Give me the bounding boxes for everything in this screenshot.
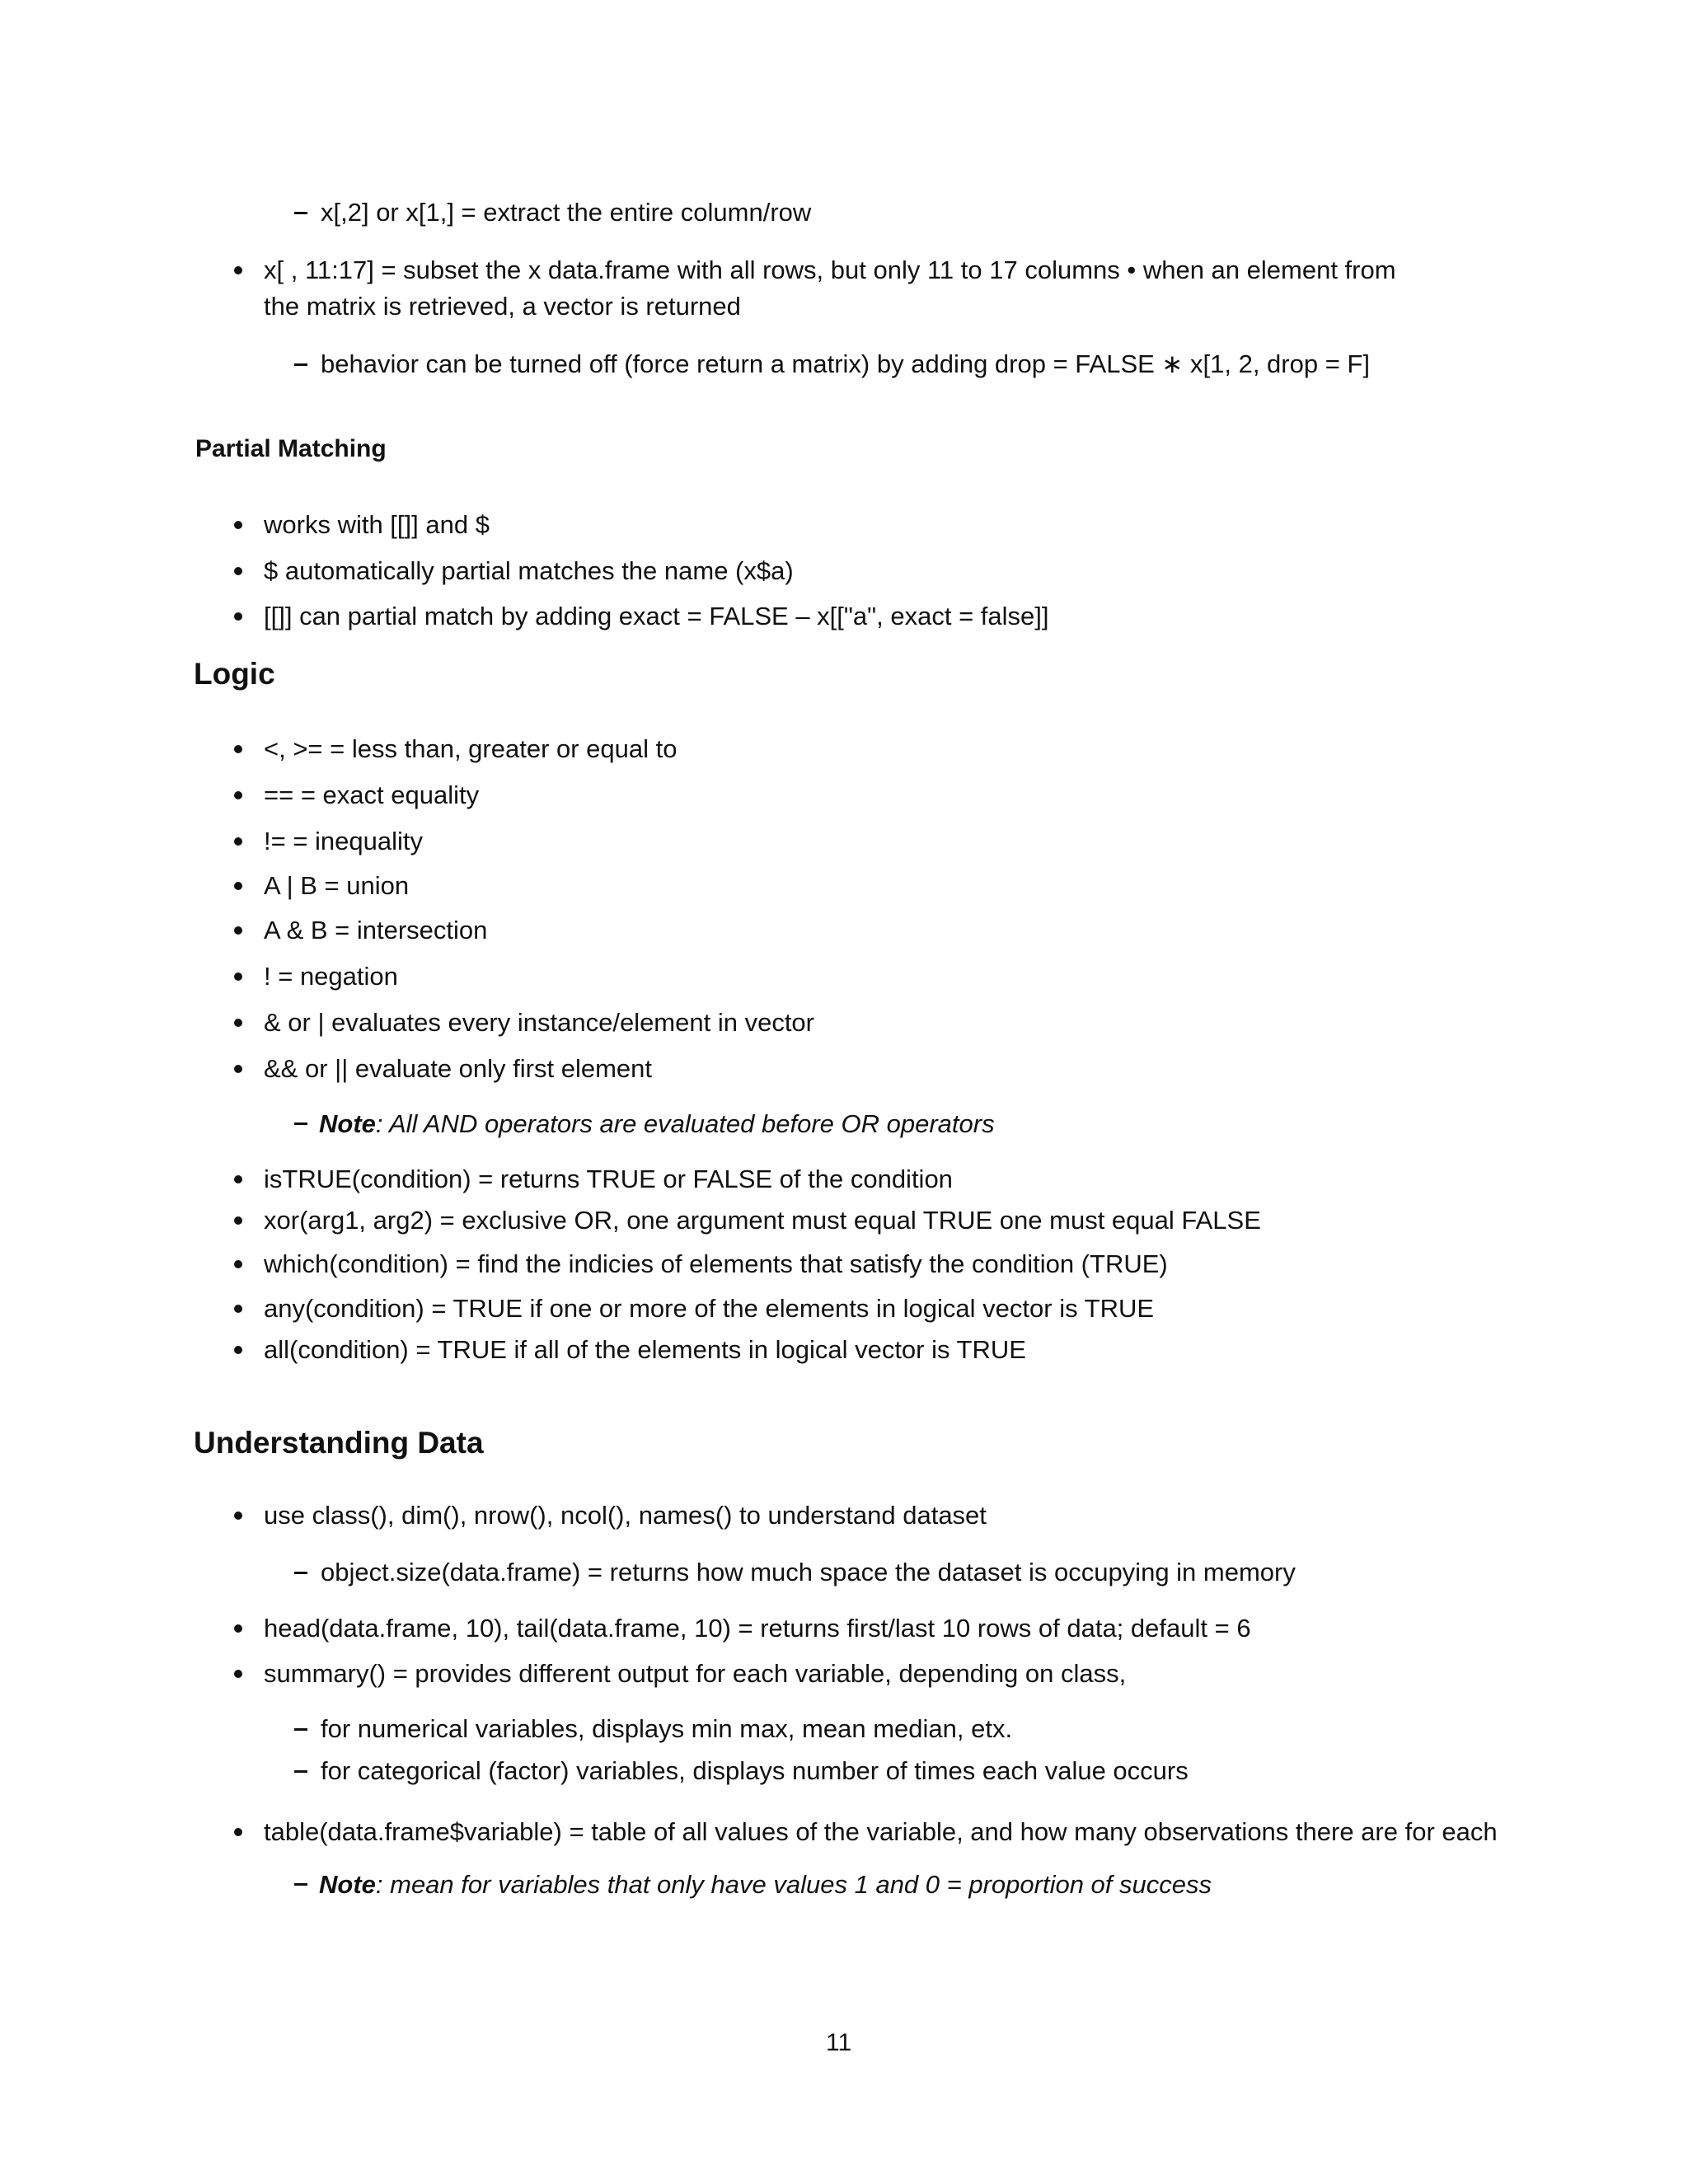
bullet-marker	[234, 1019, 242, 1027]
dash-marker	[294, 212, 307, 214]
dash-marker	[294, 1572, 307, 1574]
list-item: != = inequality	[264, 827, 424, 855]
bullet-marker	[234, 1065, 242, 1073]
list-item: table(data.frame$variable) = table of all values of the variable, and how many observations there are for each	[264, 1817, 1498, 1846]
list-item-subset-line2: the matrix is retrieved, a vector is returned	[264, 292, 741, 321]
sub-item-drop: behavior can be turned off (force return a matrix) by adding drop = FALSE ∗ x[1, 2, drop = F]	[321, 349, 1370, 378]
bullet-marker	[234, 1216, 242, 1225]
bullet-marker	[234, 521, 242, 529]
list-item: isTRUE(condition) = returns TRUE or FALSE of the condition	[264, 1165, 953, 1193]
bullet-marker	[234, 612, 242, 621]
list-item: head(data.frame, 10), tail(data.frame, 10) = returns first/last 10 rows of data; default = 6	[264, 1614, 1251, 1643]
bullet-marker	[234, 1305, 242, 1313]
note-label: Note	[319, 1109, 376, 1138]
list-item: <, >= = less than, greater or equal to	[264, 734, 678, 763]
page-number: 11	[826, 2029, 852, 2056]
bullet-marker	[234, 1670, 242, 1678]
sub-item-extract: x[,2] or x[1,] = extract the entire column/row	[321, 198, 812, 227]
list-item: use class(), dim(), nrow(), ncol(), names() to understand dataset	[264, 1501, 987, 1530]
dash-marker	[294, 1728, 307, 1731]
list-item: all(condition) = TRUE if all of the elements in logical vector is TRUE	[264, 1335, 1026, 1364]
bullet-marker	[234, 1828, 242, 1836]
bullet-marker	[234, 972, 242, 981]
list-item: A | B = union	[264, 871, 410, 900]
note-text: : mean for variables that only have values 1 and 0 = proportion of success	[375, 1870, 1212, 1899]
bullet-marker	[234, 1511, 242, 1520]
dash-marker	[294, 1122, 307, 1125]
list-item: any(condition) = TRUE if one or more of the elements in logical vector is TRUE	[264, 1294, 1155, 1323]
bullet-marker	[234, 791, 242, 799]
bullet-marker	[234, 1175, 242, 1183]
bullet-marker	[234, 266, 242, 274]
dash-marker	[294, 363, 307, 366]
dash-marker	[294, 1770, 307, 1773]
note-text: : All AND operators are evaluated before OR operators	[375, 1109, 995, 1138]
logic-note	[294, 1106, 995, 1142]
list-item: [[]] can partial match by adding exact = FALSE – x[["a", exact = false]]	[264, 602, 1049, 630]
sub-item: object.size(data.frame) = returns how much space the dataset is occupying in memory	[321, 1558, 1296, 1586]
section-title-partial-matching: Partial Matching	[195, 435, 387, 462]
list-item: == = exact equality	[264, 780, 480, 809]
list-item: ! = negation	[264, 962, 398, 991]
list-item: summary() = provides different output for each variable, depending on class,	[264, 1659, 1127, 1688]
section-title-logic: Logic	[194, 657, 275, 691]
dash-marker	[294, 1883, 307, 1886]
bullet-marker	[234, 1346, 242, 1354]
list-item: xor(arg1, arg2) = exclusive OR, one argument must equal TRUE one must equal FALSE	[264, 1206, 1261, 1235]
bullet-marker	[234, 1624, 242, 1633]
list-item: which(condition) = find the indicies of elements that satisfy the condition (TRUE)	[264, 1249, 1168, 1278]
bullet-marker	[234, 882, 242, 890]
section-title-understanding-data: Understanding Data	[194, 1426, 484, 1460]
list-item: A & B = intersection	[264, 916, 488, 944]
list-item: $ automatically partial matches the name (x$a)	[264, 556, 794, 585]
bullet-marker	[234, 567, 242, 575]
list-item-subset-line1: x[ , 11:17] = subset the x data.frame with all rows, but only 11 to 17 columns • when an element from	[264, 255, 1396, 284]
list-item: works with [[]] and $	[264, 510, 490, 539]
sub-item: for categorical (factor) variables, displays number of times each value occurs	[321, 1756, 1189, 1785]
bullet-marker	[234, 1260, 242, 1268]
data-note	[294, 1867, 1212, 1903]
bullet-marker	[234, 926, 242, 935]
note-label: Note	[319, 1870, 376, 1899]
bullet-marker	[234, 837, 242, 846]
sub-item: for numerical variables, displays min max, mean median, etx.	[321, 1714, 1013, 1743]
bullet-marker	[234, 745, 242, 753]
list-item: & or | evaluates every instance/element in vector	[264, 1008, 814, 1037]
list-item: && or || evaluate only first element	[264, 1054, 652, 1083]
